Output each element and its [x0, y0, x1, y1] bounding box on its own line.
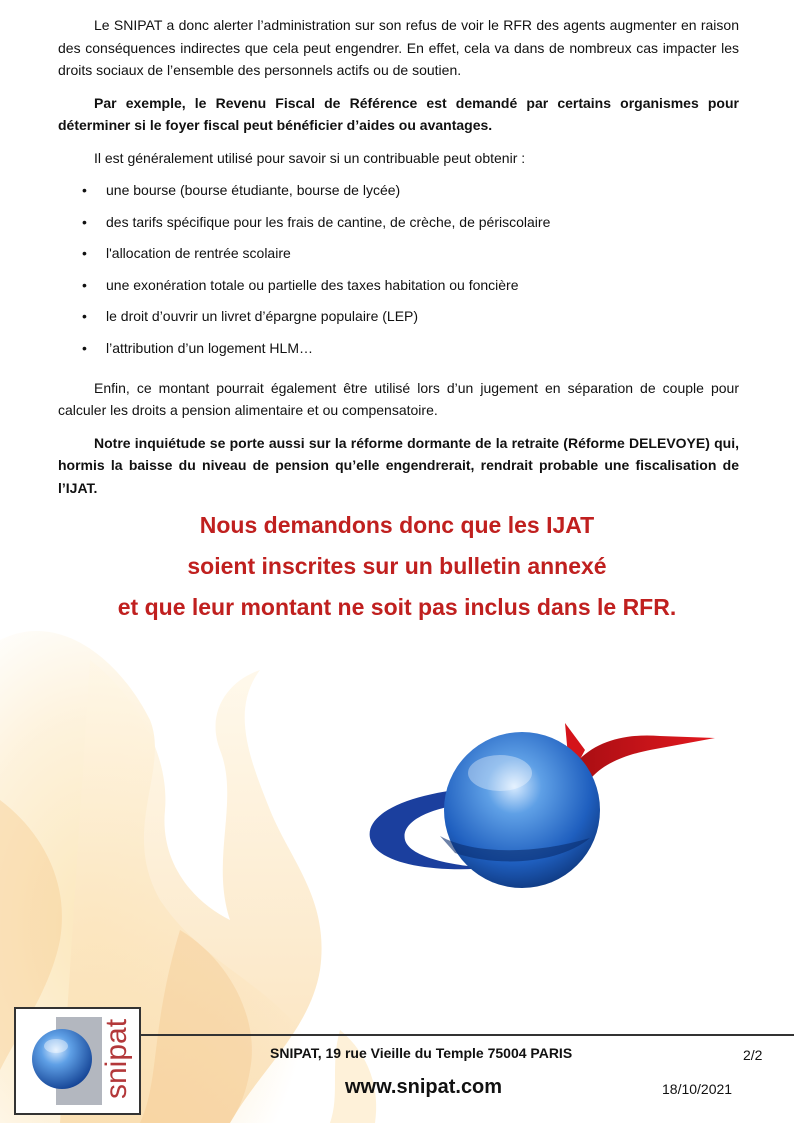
- list-item: • l’attribution d’un logement HLM…: [58, 337, 739, 369]
- list-item: • une exonération totale ou partielle des taxes habitation ou foncière: [58, 274, 739, 306]
- bullet-icon: •: [82, 308, 87, 325]
- globe-logo-icon: [360, 718, 720, 898]
- demand-line: et que leur montant ne soit pas inclus dans le RFR.: [117, 594, 677, 620]
- paragraph-closing: Enfin, ce montant pourrait également être utilisé lors d’un jugement en séparation de couple pour calculer les droits a pension alimentaire et ou compensatoire.: [58, 379, 739, 419]
- list-item: • des tarifs spécifique pour les frais de cantine, de crèche, de périscolaire: [58, 211, 739, 243]
- list-item: • l'allocation de rentrée scolaire: [58, 242, 739, 274]
- footer-address: SNIPAT, 19 rue Vieille du Temple 75004 PARIS: [270, 1045, 573, 1061]
- snipat-logo: [14, 1007, 141, 1115]
- demand-statement: [0, 505, 794, 628]
- bullet-icon: •: [82, 339, 87, 356]
- paragraph-example: Par exemple, le Revenu Fiscal de Référence est demandé par certains organismes pour déterminer si le foyer fiscal peut bénéficier d’aides ou avantages.: [58, 94, 739, 133]
- footer-date: 18/10/2021: [662, 1081, 733, 1097]
- paragraph-intro: Le SNIPAT a donc alerter l’administration sur son refus de voir le RFR des agents augmenter en raison des conséquences indirectes que cela peut engendrer. En effet, cela va dans de nombreux cas impacter les droits sociaux de l’ensemble des personnels actifs ou de soutien.: [58, 17, 739, 78]
- demand-line: soient inscrites sur un bulletin annexé: [187, 553, 607, 579]
- list-item: • le droit d’ouvrir un livret d’épargne populaire (LEP): [58, 305, 739, 337]
- paragraph-concern: Notre inquiétude se porte aussi sur la réforme dormante de la retraite (Réforme DELEVOYE) qui, hormis la baisse du niveau de pension qu’elle engendrerait, rendrait probable une fiscalisation de l’IJAT.: [58, 434, 739, 496]
- bullet-icon: •: [82, 245, 87, 262]
- benefits-list: [58, 179, 739, 369]
- bullet-icon: •: [82, 276, 87, 293]
- website-link[interactable]: www.snipat.com: [345, 1076, 503, 1098]
- paragraph-list-intro: Il est généralement utilisé pour savoir si un contribuable peut obtenir :: [94, 149, 526, 166]
- bullet-icon: •: [82, 213, 87, 230]
- logo-text: snipat: [100, 1018, 133, 1099]
- demand-line: Nous demandons donc que les IJAT: [199, 512, 595, 538]
- body-text: [58, 14, 739, 509]
- page-number: 2/2: [743, 1047, 763, 1063]
- bullet-icon: •: [82, 182, 87, 198]
- list-item: • une bourse (bourse étudiante, bourse de lycée): [58, 179, 739, 211]
- logo-globe-icon: [16, 1009, 139, 1113]
